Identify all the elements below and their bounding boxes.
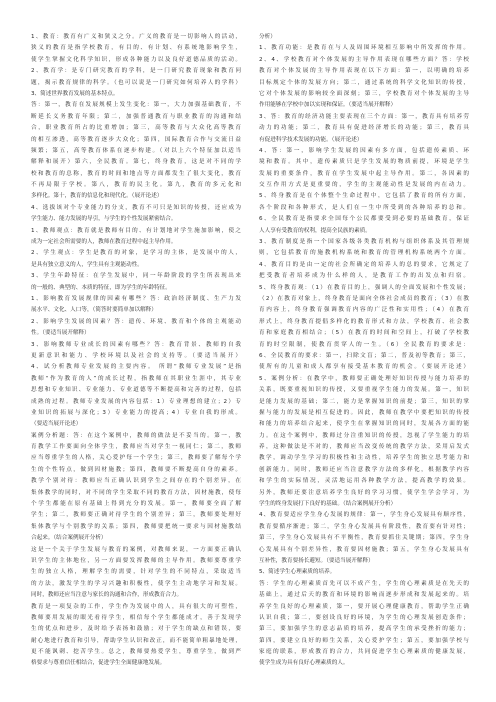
text-line: 学生能力、能力发展的导引，与学生的个性发展紧密结合。 (31, 216, 177, 223)
text-line: 4、教育目的是由一定的社会所确定的培养人的总的要求，它规定了 (259, 261, 469, 268)
text-line: 心发展具有个别差异性，教育要因材施教；第五，学生身心发展具有 (259, 546, 469, 553)
text-line: 互补性，教育要扬长避短。（要适当展开解释） (259, 557, 374, 564)
text-line: 第四，要建立良好的师生关系，关心爱护学生；第五，要加强学校与 (259, 637, 469, 644)
text-line: 的一般的、典型的、本质的特征，即为学生的年龄特征。 (31, 284, 171, 291)
text-line: 集体教学与个别教学的关系；第四，教师要把统一要求与因材施教结 (31, 523, 241, 530)
text-line: 是能力发展的基础；第二，能力是掌握知识的前提；第三，知识的掌 (259, 398, 469, 405)
text-line: 应当尊重学生的人格，关心爱护每一个学生；第三，教师要了解每个学 (31, 455, 241, 462)
text-line: 2、教育学：是专门研究教育的学科，是一门研究教育现象和教育问 (31, 68, 241, 75)
text-line: 更不能讽刺、挖苦学生。总之，教师要热爱学生，尊重学生，做到严 (31, 649, 241, 656)
text-line: 关系，既要重视知识的传授，又要重视学生能力的发展。第一，知识 (259, 387, 469, 394)
text-line: 思想和专业知识、专业能力、专业道德等不断提高和完善的过程，包括 (31, 387, 241, 394)
text-line: 这是一个关于学生发展与教育的案例，对教师来说，一方面要正确认 (31, 546, 241, 553)
text-line: 5、终身教育是在个体整个生命过程中，它包括了教育的所有方面， (259, 193, 469, 200)
text-line: 使所有的儿童和成人都享有接受基本教育的机会。（要展开论述） (259, 364, 469, 371)
text-line: 教育对个体发展的主导作用表现在以下方面：第一，以明确的培养 (259, 68, 469, 75)
text-line: 学生；第二，教师要正确对待学生的个别差异；第三，教师要处理好 (31, 512, 241, 519)
text-line: 创新能力。同时，教师还应当注意教学方法的多样化，根据教学内容 (259, 466, 469, 473)
right-column (259, 32, 469, 677)
text-line: 人人享有受教育的权利，提高全民族的素质。 (259, 227, 371, 234)
text-line: 和学生的实际情况，灵活地运用各种教学方法，提高教学的效果。 (259, 478, 469, 485)
text-line: 6、全民教育的要求：第一，扫除文盲；第二，普及初等教育；第三， (259, 352, 469, 359)
text-line: 教师要用发展的眼光看待学生，相信每个学生都能成才，善于发现学 (31, 614, 241, 621)
text-line: 5、案例分析：在教学中，教师要正确处理好知识传授与能力培养的 (259, 375, 469, 382)
text-line: 第三，学生身心发展具有不平衡性，教育要抓住关键期；第四，学生身 (259, 535, 469, 542)
text-line: 6、全民教育是指要求全国每个公民都要受到必要的基础教育，保证 (259, 216, 469, 223)
text-line: 的方法，激发学生的学习兴趣和积极性，使学生主动地学习和发展。 (31, 580, 241, 587)
text-line: 使学生成为具有良好心理素质的人。 (259, 660, 349, 667)
text-line: 作用能够在学校中加以实现和保证。（要适当展开解释） (259, 102, 397, 109)
text-line: 养，这种做法是不对的，教师应当改变传统的教学方法，采用启发式 (259, 444, 469, 451)
text-line: 多样化。第十，教育的信息化和现代化。（展开论述） (31, 193, 163, 200)
text-line: 业知识的拓展与深化；3）专业能力的提高；4）专业自我的形成。 (31, 409, 241, 416)
text-line: 把受教育者培养成为什么样的人，是教育工作的出发点和归宿。 (259, 273, 469, 280)
text-line: 5、简述学生心理素质的培养。 (259, 569, 336, 576)
text-line: 它对个体发展的影响较全面深刻；第三，学校教育对个体发展的主导 (259, 90, 469, 97)
text-line: 生的优点和进步，及时给予表扬和鼓励；对于学生的缺点和错误，要 (31, 626, 241, 633)
text-line: 狭义的教育是指学校教育，有目的、有计划、有系统地影响学生， (31, 45, 241, 52)
text-line: 交互作用方式是更重要的，学生的主观能动性是发展的内在动力。 (259, 182, 469, 189)
text-line: 力。在这个案例中，教师过分注重知识的传授，忽视了学生能力的培 (259, 432, 469, 439)
text-line: （2）在教育对象上，终身教育是面向全体社会成员的教育；（3）在教 (259, 295, 469, 302)
text-line: 3、教育制度是指一个国家各级各类教育机构与组织体系及其管理规 (259, 239, 469, 246)
text-line: 案例分析题：答：在这个案例中，教师的做法是不妥当的。第一，教 (31, 432, 241, 439)
text-line: 1、教育：教育有广义和狭义之分。广义的教育是一切影响人的活动， (31, 34, 241, 40)
text-line: 形式上，终身教育提倡多样化的教育形式和方法，学校教育、社会教 (259, 318, 469, 325)
text-line: 成熟的过程。教师专业发展的内容包括：1）专业理想的建立；2）专 (31, 398, 241, 405)
text-line: 是具有独立意义的人，学生具有主观能动性。 (31, 261, 143, 268)
text-line: 集体教学的同时，对不同的学生采取不同的教育方法，因材施教，使每 (31, 489, 241, 496)
text-line: 解释和展开）第六，全民教育。第七，终身教育，这是对不同的学 (31, 159, 241, 166)
text-line: 更新意识和能力、学校环境以及社会的支持等。（要适当展开） (31, 352, 241, 359)
text-line: 教育要循序渐进；第二，学生身心发展具有阶段性，教育要有针对性； (259, 523, 469, 530)
text-line: 1、教师观点：教育就是教师有目的、有计划地对学生施加影响，使之 (31, 227, 241, 234)
text-line: 境和教育。其中，遗传素质只是学生发展的物质前提，环境是学生 (259, 159, 469, 166)
text-line: 教学个别对待：教师应当正确认识到学生之间存在的个别差异，在 (31, 478, 241, 485)
text-line: 1、影响教育发展规律的因素有哪些？答：政治经济制度、生产力发 (31, 295, 241, 302)
text-line: 育的时空限制，使教育贯穿人的一生。（6）全民教育的要求是： (259, 341, 469, 348)
text-line: 握与能力的发展是相互促进的。因此，教师在教学中要把知识的传授 (259, 409, 469, 416)
text-line: 生的独立人格，理解学生的需要，针对学生的不同特点，采取适当 (31, 569, 241, 576)
text-line: 生的个性特点，做到因材施教；第四，教师要不断提高自身的素养。 (31, 466, 241, 473)
text-line: 识学生的主体地位，另一方面要发挥教师的主导作用。教师要尊重学 (31, 557, 241, 564)
text-line: 3、答：教育的经济功能主要表现在三个方面：第一，教育具有培养劳 (259, 113, 469, 120)
text-line: 教育是一项复杂的工作，学生作为发展中的人，具有很大的可塑性， (31, 603, 241, 610)
text-line: 1、教育功能：是教育在与人及周围环境相互影响中所发挥的作用。 (259, 45, 469, 52)
text-line: 4、教育要适应学生身心发展的规律：第一，学生身心发展具有顺序性， (259, 512, 469, 519)
text-line: 养学生良好的心理素质，第一，要开展心理健康教育，帮助学生正确 (259, 603, 469, 610)
text-line: 5、终身教育观：（1）在教育目的上，强调人的全面发展和个性发展； (259, 284, 469, 291)
text-line: 4、试分析教师专业发展的主要内容。 所谓“教师专业发展”是指 (31, 364, 241, 371)
text-line: 耐心地进行教育和引导，帮助学生认识和改正，而不能简单粗暴地处理， (31, 637, 241, 644)
text-line: 4、选拔该对个专业能力的分支，教育不可只是知识的传授，还应成为 (31, 204, 241, 211)
text-line: 4、答：第一，影响学生发展的因素有多方面，包括遗传素质、环 (259, 147, 469, 154)
text-line: 3、影响教师专业成长的因素有哪些？答：教育背景、教师的自我 (31, 341, 241, 348)
text-line: 个学生都能在原有基础上得到充分的发展。第一，教师要全面了解 (31, 501, 241, 508)
text-line: 目标规定个体的发展方向；第二，通过系统的科学文化知识的传授， (259, 79, 469, 86)
text-line: 合，职业教育所占的比重增加；第三，高等教育与大众化高等教育 (31, 125, 241, 132)
text-line: 育内容上，终身教育强调教育内容的广泛性和实用性；（4）在教育 (259, 307, 469, 314)
text-line: 发展的重要条件，教育在学生发展中起主导作用。第二，各因素的 (259, 170, 469, 177)
text-line: 学生的终身发展打下良好的基础。（结合案例展开分析） (259, 501, 397, 508)
text-line: 家庭的联系，形成教育的合力，共同促进学生心理素质的健康发展， (259, 649, 469, 656)
text-line: 则，它包括教育的施教机构系统和教育的管理机构系统两个方面。 (259, 250, 469, 257)
text-line: 教师“作为教育的人”的成长过程，指教师在其职业生涯中，其专业 (31, 375, 241, 382)
text-line: 和能力的培养结合起来，使学生在掌握知识的同时，发展各方面的能 (259, 421, 469, 428)
text-line: 题，揭示教育规律的科学。（也可以说是一门研究如何培养人的学科） (31, 79, 241, 86)
text-line: 校和教育的总称，教育的时间和地点等方面都发生了很大变化，教育 (31, 170, 241, 177)
text-line: 答：第一，教育在发展规模上发生变化：第一，大力加强基础教育，不 (31, 102, 241, 109)
text-line: 另外，教师还要注意培养学生良好的学习习惯，使学生学会学习，为 (259, 489, 469, 496)
text-line: 2、学生观点：学生是教育的对象，是学习的主体，是发展中的人， (31, 250, 241, 257)
text-line: 基础上，通过后天的教育和环境的影响而逐步形成和发展起来的。培 (259, 592, 469, 599)
text-line: 成为一定社会所需要的人，教师在教育过程中起主导作用。 (31, 239, 177, 246)
text-line: 同时，教师还应当注意与家长的沟通和合作，形成教育合力。 (31, 592, 183, 599)
text-line: 格要求与尊重信任相结合，促进学生全面健康地发展。 (31, 660, 166, 667)
text-line: 分析） (259, 34, 276, 40)
text-line: 不再局限于学校。第八，教育的民主化。第九，教育的多元化和 (31, 182, 241, 189)
text-line: 答：学生的心理素质首先可以不成产生，学生的心理素质是在先天的 (259, 580, 469, 587)
text-line: 教学，调动学生学习的积极性和主动性，培养学生的独立思考能力和 (259, 455, 469, 462)
text-line: （要适当展开论述） (31, 421, 82, 428)
left-column (31, 32, 241, 677)
text-line: 2、影响学生发展的因素？答：遗传、环境、教育和个体的主观能动 (31, 318, 241, 325)
text-line: 3、学生年龄特征：在学生发展中，同一年龄阶段的学生所表现出来 (31, 273, 241, 280)
text-line: 合起来。（结合案例展开分析） (31, 535, 107, 542)
text-line: 认识自我；第二，要创设良好的环境，为学生的心理发展创造条件； (259, 614, 469, 621)
text-line: 性。（要适当展开解释） (31, 330, 90, 337)
text-line: 断延长义务教育年限；第二，加强普通教育与职业教育的沟通和结 (31, 113, 241, 120)
text-line: 的相互渗透，高等教育逐步大众化；第四，国际教育合作与交流日益 (31, 136, 241, 143)
text-line: 有促进科学技术发展的功能。（展开论述） (259, 136, 363, 143)
text-line: 第三，要加强学生的意志品质的培养，提高学生的承受挫折的能力； (259, 626, 469, 633)
text-line: 2、4、学校教育对个体发展的主导作用表现在哪些方面？答：学校 (259, 56, 469, 63)
text-line: 育和家庭教育相结合；（5）在教育的时间和空间上，打破了学校教 (259, 330, 469, 337)
text-line: 3、简述世界教育发展的基本特点。 (31, 90, 119, 97)
text-line: 各个阶段和各种形式，是人们在一生中所受到的各种培养的总和。 (259, 204, 469, 211)
text-line: 动力的功能；第二，教育具有促进经济增长的功能；第三，教育具 (259, 125, 469, 132)
text-line: 育教学工作要面向全体学生，教师应当对学生一视同仁；第二，教师 (31, 444, 241, 451)
text-line: 使学生掌握文化科学知识，形成各种能力以及良好道德品质的活动。 (31, 56, 241, 63)
text-line: 展水平、文化、人口等，（简答时要简单加以解释） (31, 307, 157, 314)
text-line: 频繁；第五，高等教育体系在逐步构建。（对以上六个特征加以适当 (31, 147, 241, 154)
